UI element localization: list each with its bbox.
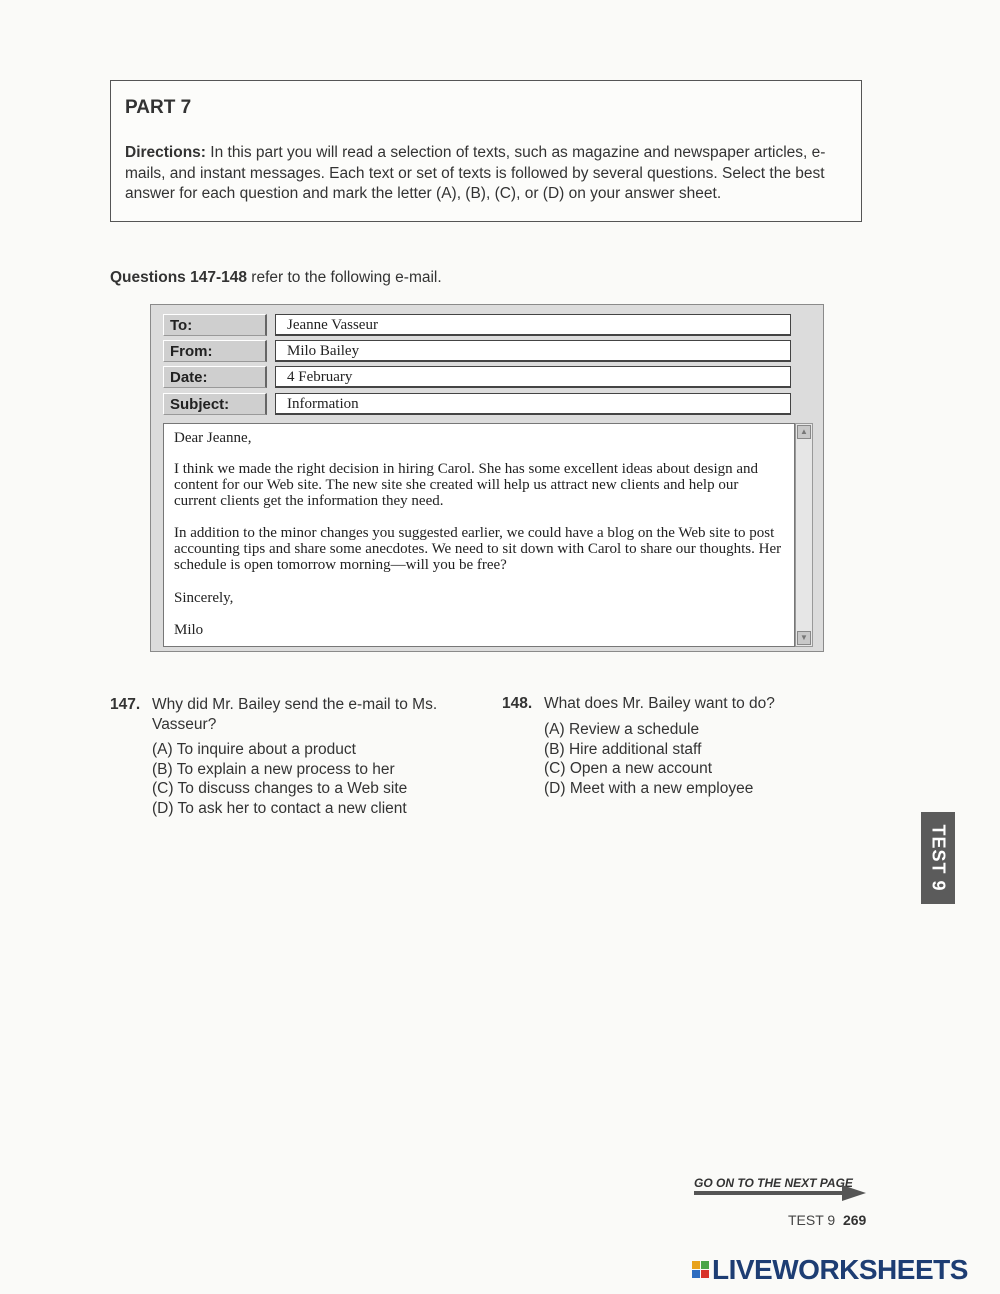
question-text: What does Mr. Bailey want to do? — [544, 695, 775, 712]
scroll-down-icon[interactable]: ▼ — [797, 631, 811, 645]
question-148 — [502, 694, 862, 804]
footer-test-label: TEST 9 — [788, 1212, 836, 1228]
question-number: 148. — [502, 695, 533, 712]
option-c: (C) Open a new account — [544, 760, 713, 777]
email-greeting: Dear Jeanne, — [174, 430, 252, 446]
email-to-field: Jeanne Vasseur — [275, 314, 791, 336]
email-window — [150, 304, 824, 652]
questions-intro-text: refer to the following e-mail. — [246, 269, 442, 286]
test-side-tab-label: TEST 9 — [928, 824, 949, 892]
email-from-field: Milo Bailey — [275, 340, 791, 362]
email-to-label: To: — [163, 314, 267, 336]
directions-box — [110, 80, 862, 222]
question-number: 147. — [110, 696, 141, 713]
email-date-field: 4 February — [275, 366, 791, 388]
email-signature: Milo — [174, 622, 204, 638]
email-body — [163, 423, 795, 647]
email-paragraph-2: In addition to the minor changes you suggested earlier, we could have a blog on the Web site to post accounting tips and share some anecdotes. We need to sit down with Carol to share our thoughts. Her schedule is open tomorrow morning—will you be free? — [174, 525, 782, 573]
part-title: PART 7 — [125, 97, 192, 118]
question-text: Why did Mr. Bailey send the e-mail to Ms. Vasseur? — [152, 696, 438, 733]
arrow-head-icon — [842, 1185, 866, 1201]
questions-range: Questions 147-148 — [110, 269, 247, 286]
email-closing: Sincerely, — [174, 590, 234, 606]
directions-body: In this part you will read a selection of texts, such as magazine and newspaper articles, e-mails, and instant messages. Each text or set of texts is followed by several questions. Select the best answer for each question and mark the letter (A), (B), (C), or (D) on your answer sheet. — [125, 144, 826, 202]
option-d: (D) Meet with a new employee — [544, 779, 754, 797]
email-scrollbar[interactable] — [795, 423, 813, 647]
scroll-up-icon[interactable]: ▲ — [797, 425, 811, 439]
email-paragraph-1: I think we made the right decision in hiring Carol. She has some excellent ideas about design and content for our Web site. The new site she created will help us attract new clients and help our current clients get the information they need. — [174, 461, 759, 509]
test-side-tab — [921, 812, 955, 904]
email-subject-label: Subject: — [163, 393, 267, 415]
liveworksheets-logo-icon — [692, 1261, 710, 1279]
option-b: (B) Hire additional staff — [544, 740, 702, 758]
email-subject-field: Information — [275, 393, 791, 415]
option-b: (B) To explain a new process to her — [152, 760, 395, 778]
option-c: (C) To discuss changes to a Web site — [152, 780, 408, 797]
liveworksheets-logo-text: LIVEWORKSHEETS — [712, 1254, 968, 1285]
questions-intro — [110, 269, 442, 287]
page-number: 269 — [842, 1212, 867, 1228]
directions-text — [125, 143, 855, 205]
arrow-right-icon — [694, 1191, 844, 1195]
go-on-label: GO ON TO THE NEXT PAGE — [694, 1176, 853, 1190]
option-d: (D) To ask her to contact a new client — [152, 799, 407, 817]
email-from-label: From: — [163, 340, 267, 362]
question-147 — [110, 695, 470, 825]
email-date-label: Date: — [163, 366, 267, 388]
option-a: (A) To inquire about a product — [152, 741, 356, 758]
option-a: (A) Review a schedule — [544, 721, 700, 738]
directions-label: Directions: — [125, 144, 206, 161]
page-footer — [788, 1212, 866, 1228]
